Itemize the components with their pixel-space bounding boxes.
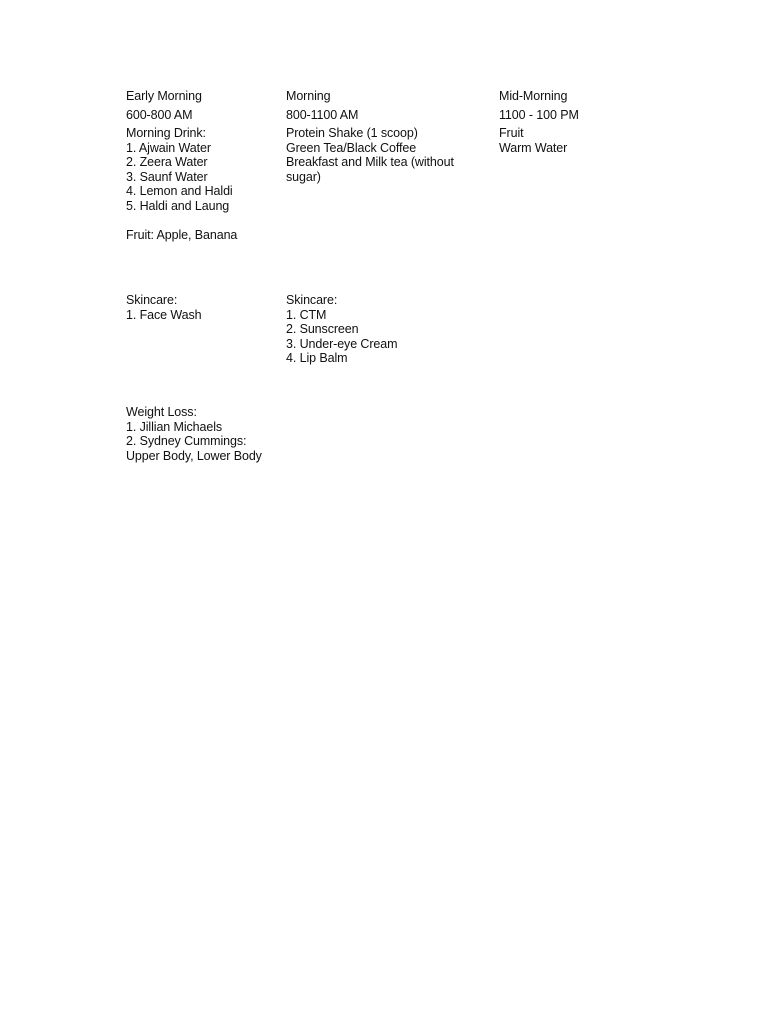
mid-morning-column: [499, 89, 579, 155]
drink-item: 2. Zeera Water: [126, 155, 208, 169]
drink-item: 4. Lemon and Haldi: [126, 184, 233, 198]
weight-loss-item: Upper Body, Lower Body: [126, 448, 262, 463]
skincare-item: 3. Under-eye Cream: [286, 336, 398, 351]
drink-item: 3. Saunf Water: [126, 169, 208, 184]
drink-item: 1. Ajwain Water: [126, 140, 211, 155]
weight-loss-title: Weight Loss:: [126, 405, 197, 419]
mid-morning-heading: Mid-Morning: [499, 89, 568, 103]
mid-morning-item: Fruit: [499, 126, 524, 140]
morning-time: 800-1100 AM: [286, 107, 359, 122]
early-morning-heading: Early Morning: [126, 89, 202, 103]
skincare-early-title: Skincare:: [126, 293, 178, 307]
drink-item: 5. Haldi and Laung: [126, 198, 230, 213]
early-morning-column: [126, 89, 237, 242]
morning-item: Green Tea/Black Coffee: [286, 140, 417, 155]
morning-heading: Morning: [286, 89, 331, 103]
skincare-item: 2. Sunscreen: [286, 322, 359, 336]
weight-loss-section: [126, 405, 262, 463]
morning-drink-title: Morning Drink:: [126, 126, 206, 140]
skincare-item: 1. CTM: [286, 307, 327, 322]
skincare-early-section: [126, 293, 201, 322]
skincare-morning-title: Skincare:: [286, 293, 338, 307]
weight-loss-item: 2. Sydney Cummings:: [126, 434, 247, 448]
skincare-item: 1. Face Wash: [126, 307, 202, 322]
morning-column: [286, 89, 471, 184]
morning-item: Breakfast and Milk tea (without sugar): [286, 155, 454, 184]
fruit-line: Fruit: Apple, Banana: [126, 227, 238, 242]
mid-morning-item: Warm Water: [499, 140, 568, 155]
spacer: [126, 213, 237, 228]
skincare-item: 4. Lip Balm: [286, 351, 348, 365]
early-morning-time: 600-800 AM: [126, 107, 193, 122]
skincare-morning-section: [286, 293, 471, 366]
weight-loss-item: 1. Jillian Michaels: [126, 419, 223, 434]
morning-item: Protein Shake (1 scoop): [286, 126, 418, 140]
mid-morning-time: 1100 - 100 PM: [499, 107, 579, 122]
